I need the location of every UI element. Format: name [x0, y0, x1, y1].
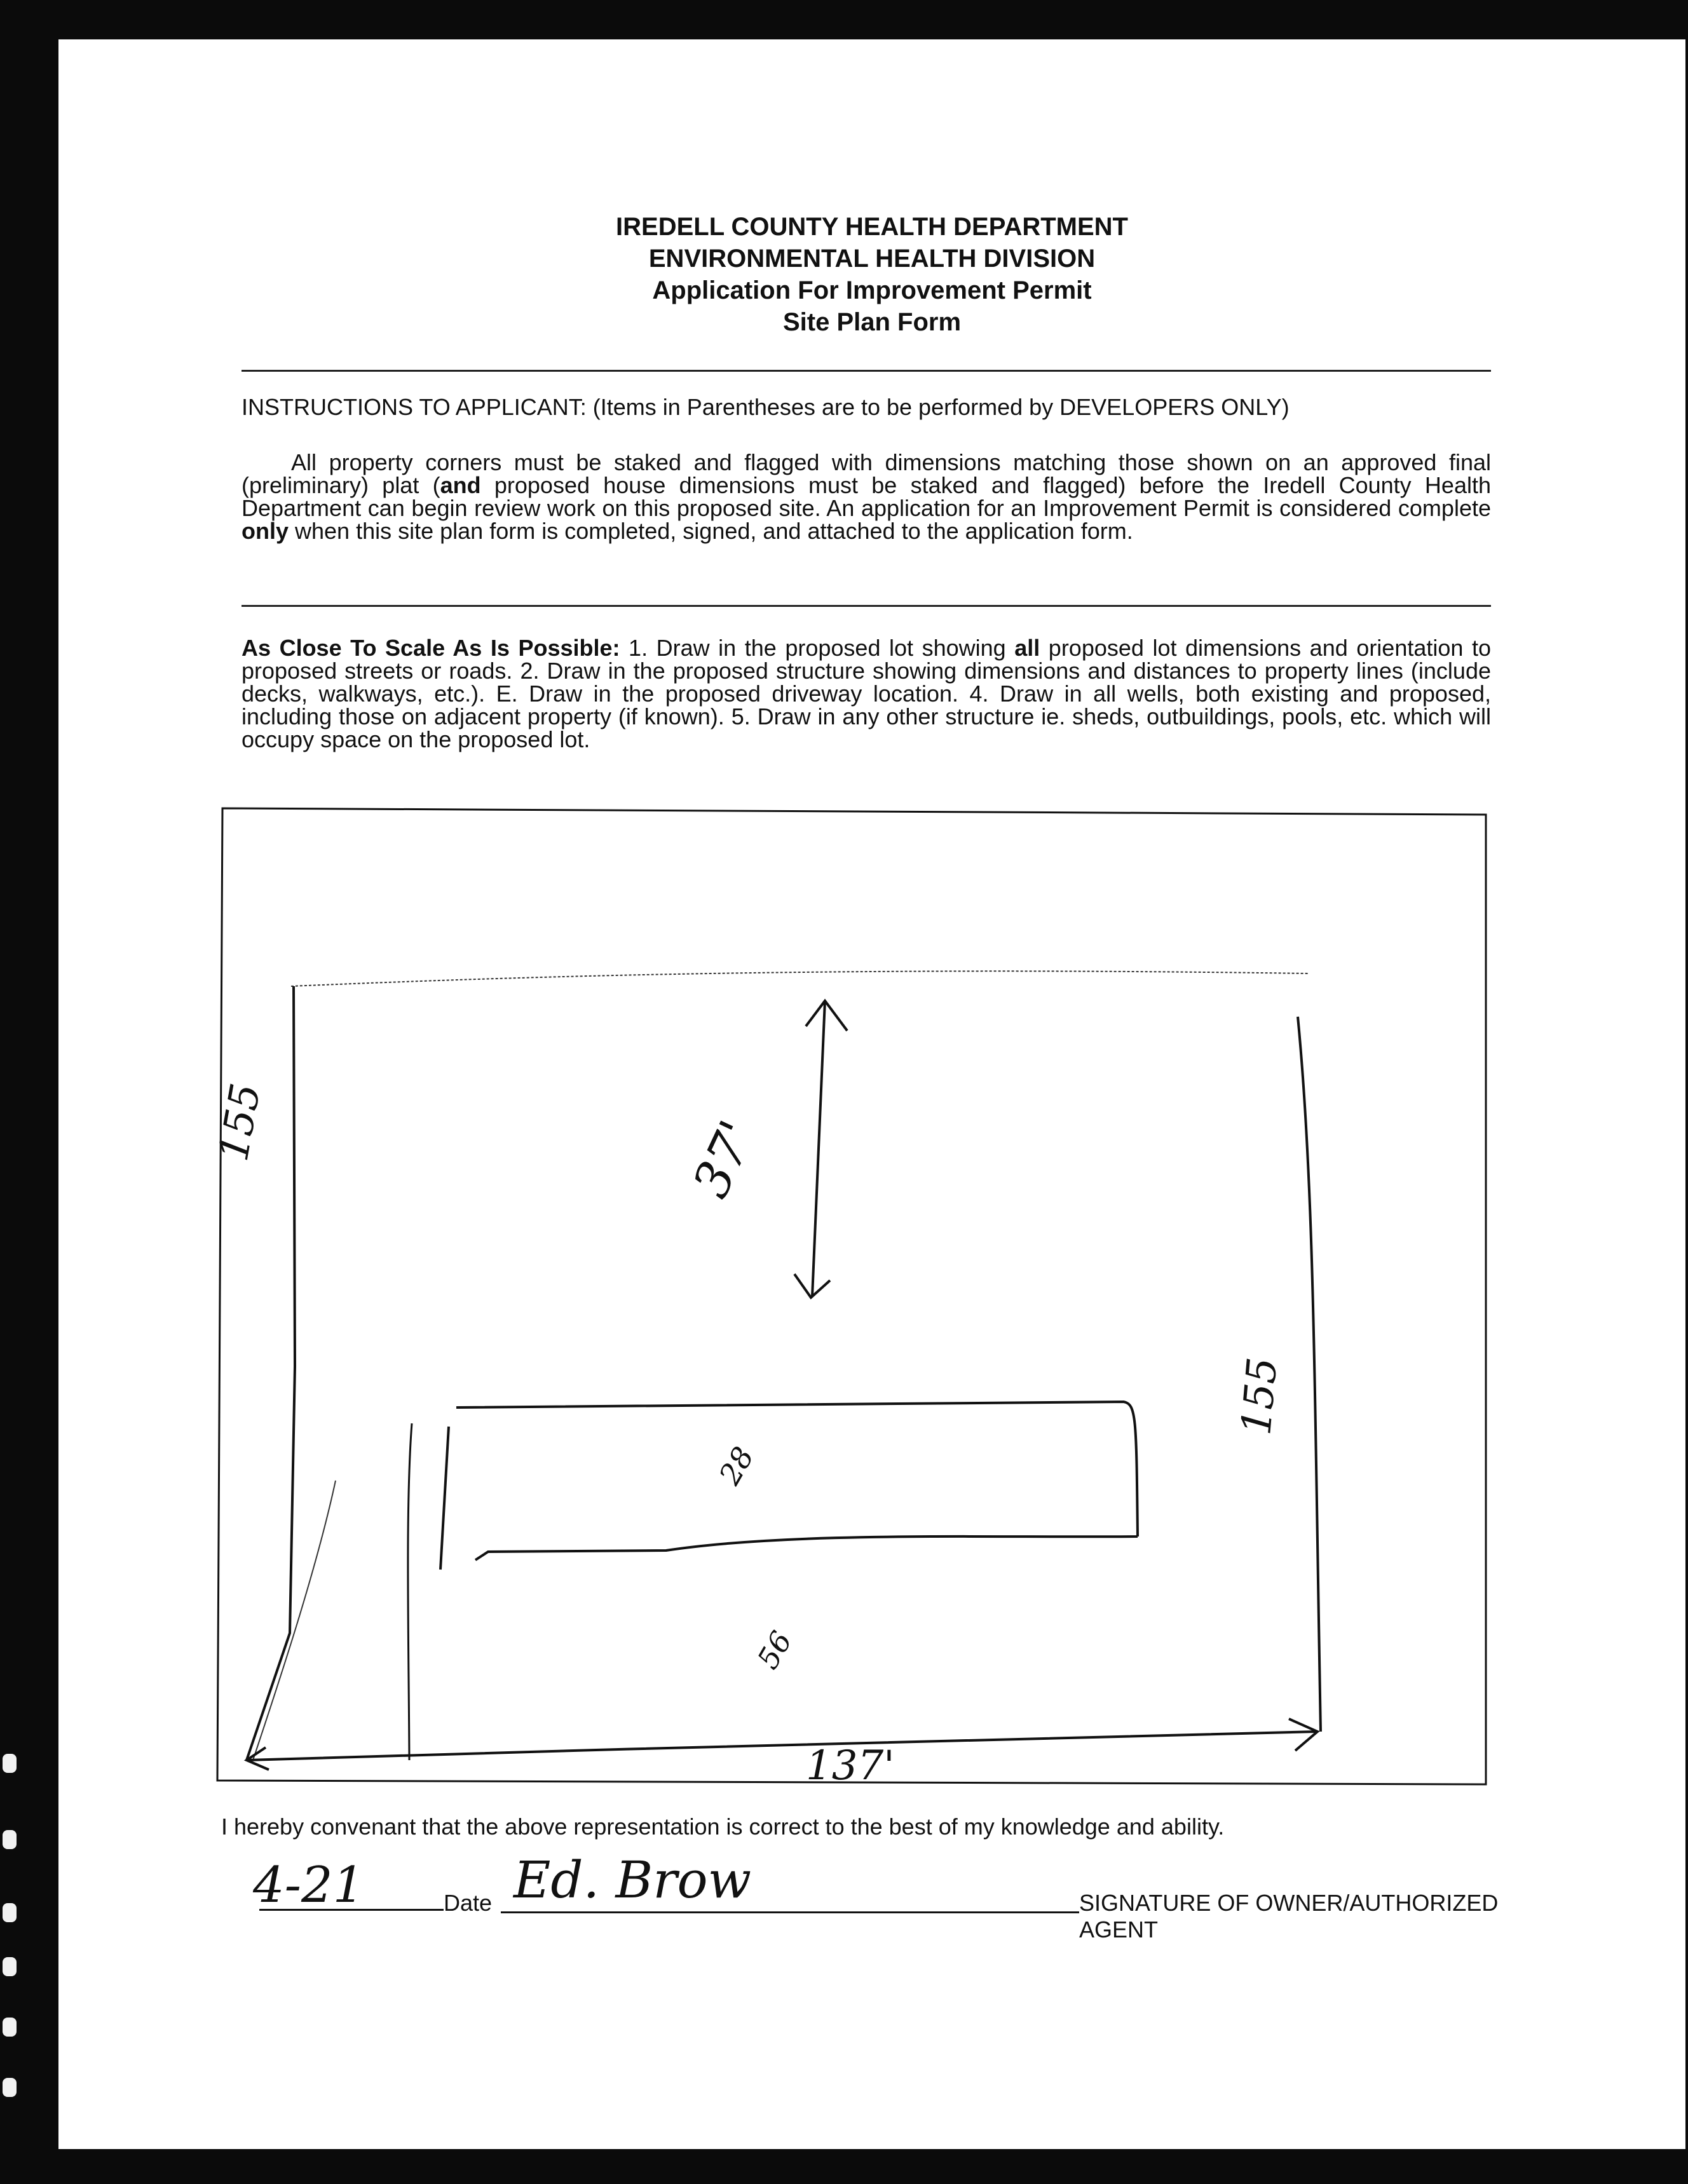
proposed-house-outline	[440, 1402, 1138, 1570]
frontage-dimension: 137'	[806, 1742, 895, 1789]
lot-rear-line	[291, 971, 1308, 986]
lot-right-line	[1298, 1017, 1321, 1732]
form-page	[58, 39, 1685, 2149]
signature-label: SIGNATURE OF OWNER/AUTHORIZED AGENT	[1079, 1890, 1499, 1943]
divider-middle	[242, 605, 1491, 607]
right-lot-dimension: 155	[1233, 1355, 1287, 1437]
house-depth-dimension: 28	[712, 1441, 761, 1491]
scale-instructions: As Close To Scale As Is Possible: 1. Draw in the proposed lot showing all proposed lot dimensions and orientation to proposed streets or roads. 2. Draw in the proposed structure showing dimensions and distances to property lines (include decks, walkways, etc.). E. Draw in the proposed driveway location. 4. Draw in all wells, both existing and proposed, including those on adjacent property (if known). 5. Draw in any other structure ie. sheds, outbuildings, pools, etc. which will occupy space on the proposed lot.	[242, 635, 1491, 752]
scale-label: As Close To Scale As Is Possible:	[242, 635, 620, 661]
house-width-dimension: 56	[750, 1625, 799, 1675]
instructions-heading: INSTRUCTIONS TO APPLICANT: (Items in Parentheses are to be performed by DEVELOPERS ONLY)	[242, 394, 1290, 420]
frontage-arrow-head	[1289, 1719, 1317, 1751]
driveway-line	[408, 1423, 412, 1760]
date-underline	[259, 1909, 444, 1911]
header-form-title: Site Plan Form	[782, 308, 962, 336]
header-division: ENVIRONMENTAL HEALTH DIVISION	[648, 245, 1096, 273]
site-plan-drawing-area	[210, 807, 1487, 1789]
signature-underline	[501, 1911, 1079, 1913]
form-header	[58, 211, 1685, 338]
date-value: 4-21	[253, 1857, 365, 1914]
date-label: Date	[444, 1890, 493, 1916]
front-setback-dimension: 37'	[682, 1112, 767, 1207]
header-application: Application For Improvement Permit	[652, 276, 1092, 304]
header-department: IREDELL COUNTY HEALTH DEPARTMENT	[616, 213, 1128, 241]
divider-top	[242, 370, 1491, 372]
left-lot-dimension: 155	[210, 1080, 270, 1165]
driveway-edge	[253, 1481, 336, 1760]
signature-line	[221, 1850, 1530, 1943]
frontage-arrow-shaft	[247, 1732, 1317, 1760]
owner-signature: Ed. Brow	[514, 1850, 752, 1909]
covenant-statement: I hereby convenant that the above representation is correct to the best of my knowledge and ability.	[221, 1814, 1225, 1840]
setback-arrow-head-top	[806, 1001, 847, 1031]
instructions-paragraph: All property corners must be staked and flagged with dimensions matching those shown on an approved final (preliminary) plat (and proposed house dimensions must be staked and flagged) before the Iredell County Health Department can begin review work on this proposed site. An application for an Improvement Permit is considered complete only when this site plan form is completed, signed, and attached to the application form.	[242, 449, 1491, 544]
setback-arrow-shaft	[812, 1001, 825, 1296]
scan-edge-marks	[0, 0, 58, 2181]
